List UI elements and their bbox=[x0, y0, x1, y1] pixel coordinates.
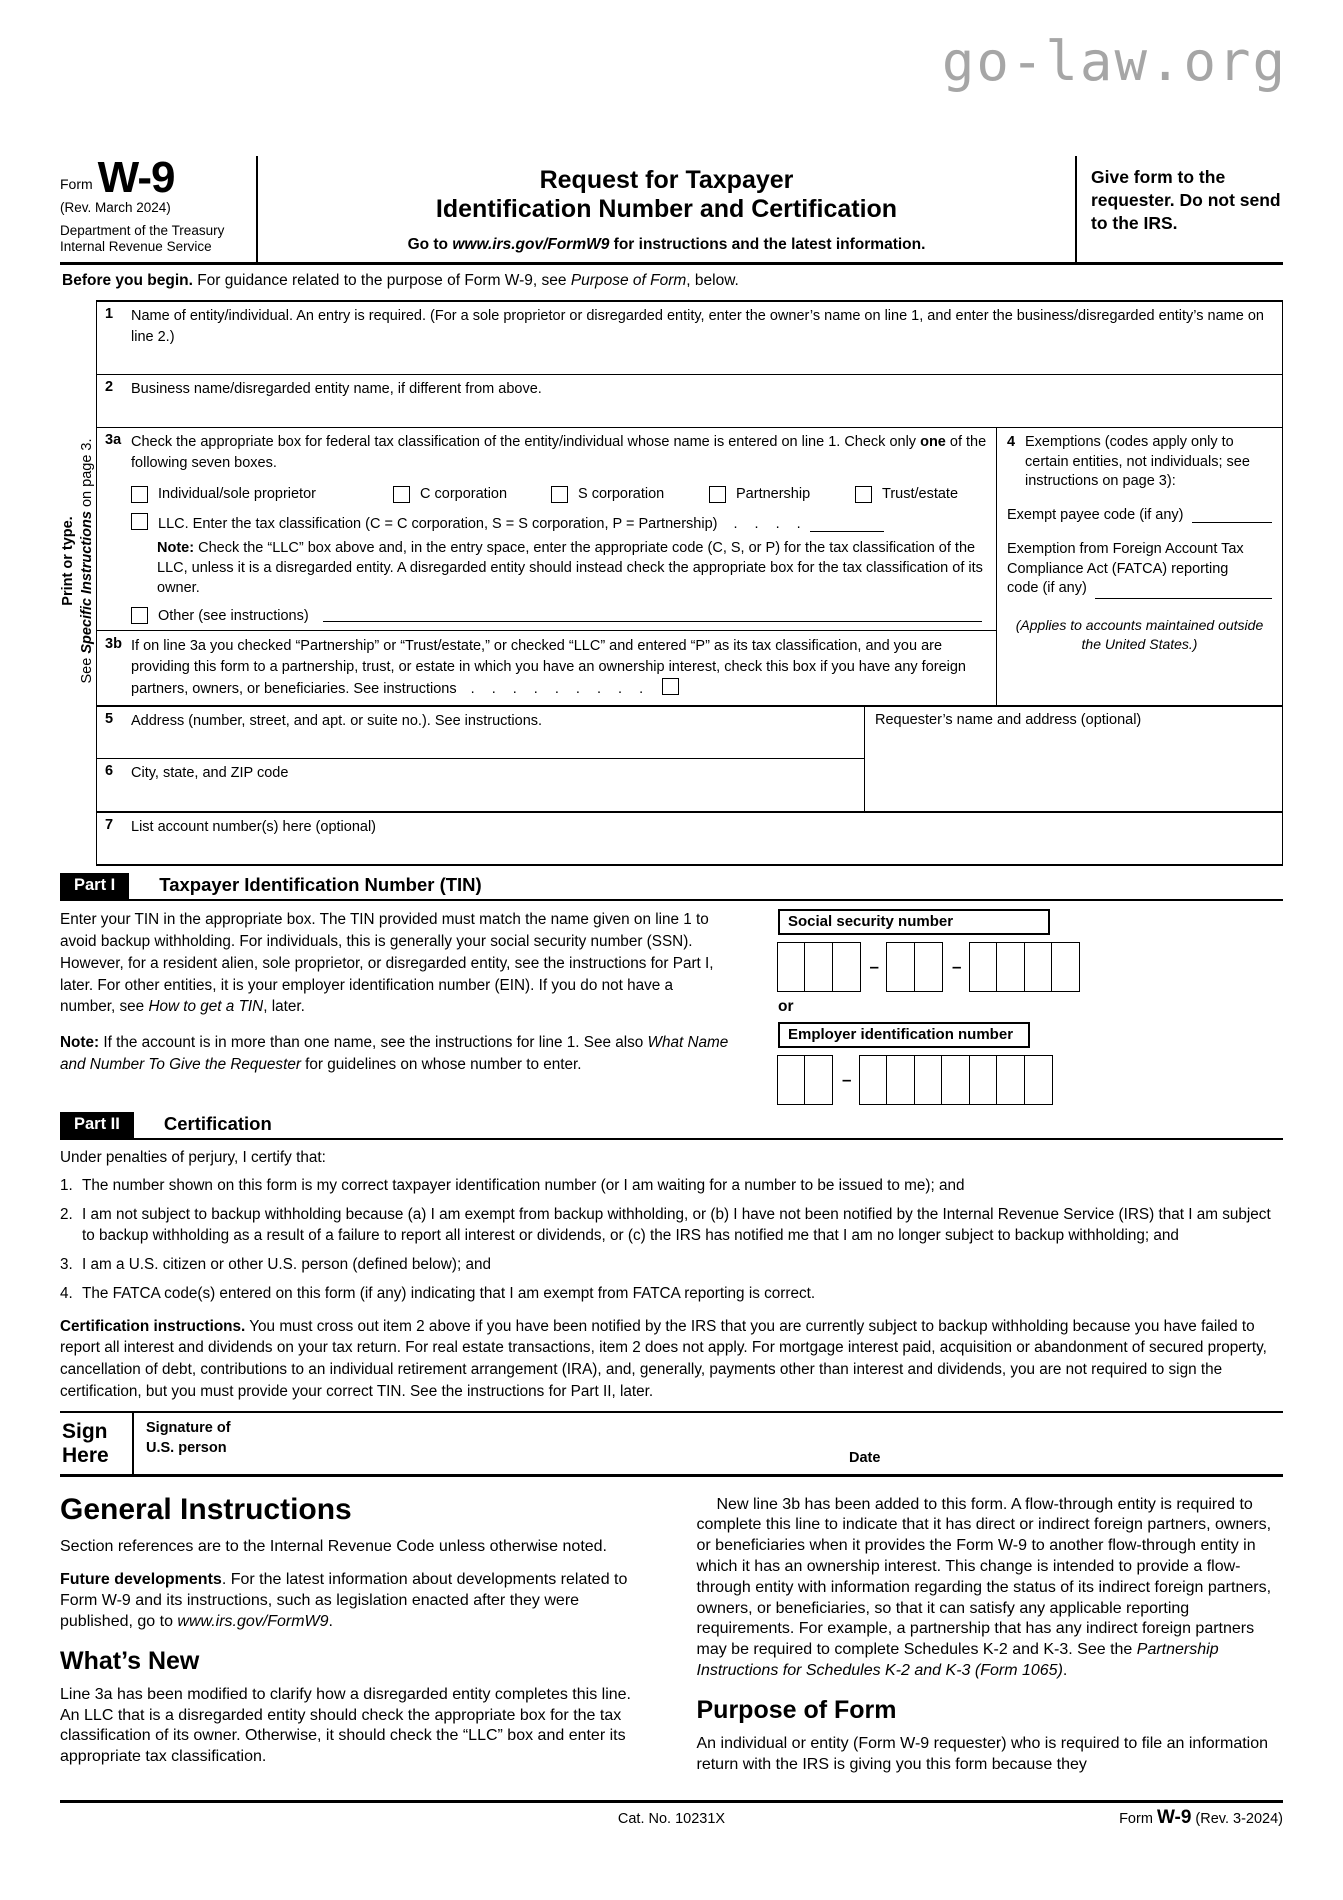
field-business-name[interactable] bbox=[97, 375, 1282, 428]
certification-item: 4. The FATCA code(s) entered on this form (if any) indicating that I am exempt from FATCA reporting is correct. bbox=[60, 1284, 816, 1302]
go-law-watermark: go-law.org bbox=[941, 30, 1287, 93]
exempt-payee-label: Exempt payee code (if any) bbox=[1007, 507, 1184, 524]
field-label: Address (number, street, and apt. or suite no.). See instructions. bbox=[131, 712, 543, 729]
purpose-of-form-heading: Purpose of Form bbox=[696, 1695, 897, 1724]
sidebar-line2: See Specific Instructions on page 3. bbox=[79, 438, 95, 684]
field-city-state-zip[interactable] bbox=[97, 759, 864, 811]
field-address[interactable] bbox=[97, 707, 864, 759]
checkbox-other[interactable] bbox=[131, 607, 148, 624]
ssn-cell[interactable] bbox=[1024, 942, 1053, 992]
purpose-paragraph: An individual or entity (Form W-9 requester) who is required to file an information return with the IRS is giving you this form because they bbox=[696, 1734, 1269, 1773]
checkbox-partnership[interactable] bbox=[709, 486, 726, 503]
field-label: City, state, and ZIP code bbox=[131, 764, 289, 781]
ssn-cell[interactable] bbox=[969, 942, 998, 992]
other-entry[interactable] bbox=[323, 607, 982, 622]
future-developments: Future developments. For the latest information about developments related to Form W-9 and its instructions, such as legislation enacted after they were published, go to www.irs.gov/FormW9. bbox=[60, 1571, 628, 1631]
field-label: Check the appropriate box for federal tax classification of the entity/individual whose name is entered on line 1. Check only one of the following seven boxes. bbox=[131, 434, 987, 471]
row-address bbox=[97, 707, 1282, 813]
field-label: If on line 3a you checked “Partnership” or “Trust/estate,” or checked “LLC” and entered “P” as its tax classification, and you are providing this form to a partnership, trust, or estate in which you have an ownership interest, check this box if you have any foreign partners, owners, or beneficiaries. See instructions . . . . . . . . . bbox=[131, 637, 966, 697]
row-classification bbox=[97, 428, 1282, 707]
sidebar-line1: Print or type. bbox=[60, 515, 77, 606]
certification-item: 1. The number shown on this form is my correct taxpayer identification number (or I am waiting for a number to be issued to me); and bbox=[60, 1176, 965, 1194]
option-c-corporation bbox=[393, 486, 551, 503]
ssn-cell[interactable] bbox=[777, 942, 806, 992]
ssn-cell[interactable] bbox=[886, 942, 915, 992]
signature-area bbox=[132, 1413, 1283, 1473]
llc-label: LLC. Enter the tax classification (C = C corporation, S = S corporation, P = Partnership) bbox=[158, 515, 718, 532]
option-label: Trust/estate bbox=[882, 486, 959, 503]
fatca-block bbox=[1007, 540, 1272, 599]
ein-cell[interactable] bbox=[941, 1055, 970, 1105]
form-title: Request for Taxpayer Identification Number and Certification bbox=[435, 166, 898, 223]
requester-label: Requester’s name and address (optional) bbox=[875, 711, 1142, 728]
checkbox-s-corporation[interactable] bbox=[551, 486, 568, 503]
field-account-numbers[interactable] bbox=[97, 813, 1282, 864]
option-label: C corporation bbox=[420, 486, 508, 503]
form-number: W-9 bbox=[97, 153, 175, 202]
classification-cells bbox=[97, 428, 996, 705]
revision-date: (Rev. March 2024) bbox=[60, 199, 171, 215]
ein-cell[interactable] bbox=[996, 1055, 1025, 1105]
agency-line: Internal Revenue Service bbox=[60, 239, 212, 255]
tin-note: Note: If the account is in more than one name, see the instructions for line 1. See also What Name and Number To Give the Requester for guidelines on whose number to enter. bbox=[60, 1034, 729, 1074]
form-header bbox=[60, 153, 1283, 265]
instructions-right-column bbox=[697, 1495, 1284, 1789]
part1-badge: Part I bbox=[60, 873, 129, 899]
certification-item: 2. I am not subject to backup withholding because (a) I am exempt from backup withholding, or (b) I have not been notified by the Internal Revenue Service (IRS) that I am subject to backup withholding as a result of a failure to report all interest or dividends, or (c) the IRS has notified me that I am no longer subject to backup withholding; and bbox=[60, 1205, 1271, 1245]
part2-header bbox=[60, 1112, 1283, 1140]
applies-note: (Applies to accounts maintained outside the United States.) bbox=[1015, 616, 1264, 652]
ein-cells bbox=[778, 1055, 1283, 1105]
checkbox-individual-sole-proprietor[interactable] bbox=[131, 486, 148, 503]
llc-note: Note: Check the “LLC” box above and, in the entry space, enter the appropriate code (C, S, or P) for the tax classification of the LLC, unless it is a disregarded entity. A disregarded entity should instead check the appropriate box for the tax classification of its owner. bbox=[157, 539, 983, 596]
fields-box bbox=[96, 300, 1283, 866]
catalog-number: Cat. No. 10231X bbox=[617, 1811, 726, 1828]
print-or-type-sidebar bbox=[60, 300, 96, 866]
general-instructions-section bbox=[60, 1492, 1283, 1789]
section-references: Section references are to the Internal Revenue Code unless otherwise noted. bbox=[60, 1537, 607, 1555]
department-line: Department of the Treasury bbox=[60, 222, 225, 238]
give-form-note: Give form to the requester. Do not send to the IRS. bbox=[1091, 167, 1281, 233]
general-instructions-heading: General Instructions bbox=[60, 1492, 352, 1526]
option-partnership bbox=[709, 486, 855, 503]
field-label: Business name/disregarded entity name, if different from above. bbox=[131, 381, 542, 398]
ssn-cell[interactable] bbox=[804, 942, 833, 992]
ein-cell[interactable] bbox=[1024, 1055, 1053, 1105]
option-other bbox=[131, 607, 988, 624]
signature-field[interactable]: Signature of U.S. person bbox=[146, 1420, 231, 1457]
field-label: Name of entity/individual. An entry is required. (For a sole proprietor or disregarded entity, enter the owner’s name on line 1, and enter the business/disregarded entity’s name on line 2.) bbox=[131, 308, 1264, 345]
field-number: 1 bbox=[105, 306, 114, 323]
certification-instructions: Certification instructions. You must cross out item 2 above if you have been notified by the IRS that you are currently subject to backup withholding because you have failed to report all interest and dividends on your tax return. For real estate transactions, item 2 does not apply. For mortgage interest paid, acquisition or abandonment of secured property, cancellation of debt, contributions to an individual retirement arrangement (IRA), and, generally, payments other than interest and dividends, you are not required to sign the certification, but you must provide your correct TIN. See the instructions for Part II, later. bbox=[60, 1317, 1267, 1400]
field-3a-classification bbox=[97, 428, 996, 631]
ssn-cell[interactable] bbox=[832, 942, 861, 992]
sign-here-label: Sign Here bbox=[62, 1420, 109, 1467]
field-number: 4 bbox=[1007, 434, 1016, 451]
field-4-exemptions bbox=[996, 428, 1282, 705]
ssn-label: Social security number bbox=[778, 909, 1050, 935]
field-requester-name-address[interactable] bbox=[865, 707, 1282, 811]
other-label: Other (see instructions) bbox=[158, 607, 309, 624]
form-word: Form bbox=[60, 175, 93, 192]
form-content bbox=[60, 153, 1283, 1845]
ein-cell[interactable] bbox=[777, 1055, 806, 1105]
exempt-payee-code-entry[interactable] bbox=[1192, 509, 1272, 523]
new-line-3b-paragraph: New line 3b has been added to this form. A flow-through entity is required to complete this line to indicate that it has direct or indirect foreign partners, owners, or beneficiaries when it provides the Form W-9 to another flow-through entity in which it has an ownership interest. This change is intended to provide a flow-through entity with information regarding the status of its indirect foreign partners, owners, or beneficiaries, so that it can satisfy any applicable reporting requirements. For example, a partnership that has any indirect foreign partners may be required to complete Schedules K-2 and K-3. See the Partnership Instructions for Schedules K-2 and K-3 (Form 1065). bbox=[696, 1495, 1272, 1680]
option-label: Individual/sole proprietor bbox=[158, 486, 316, 503]
ein-cell[interactable] bbox=[914, 1055, 943, 1105]
ein-cell[interactable] bbox=[886, 1055, 915, 1105]
llc-classification-entry[interactable] bbox=[810, 517, 884, 532]
certification-intro: Under penalties of perjury, I certify that: bbox=[60, 1148, 326, 1166]
address-cells bbox=[97, 707, 865, 811]
ssn-cell[interactable] bbox=[1051, 942, 1080, 992]
before-you-begin: Before you begin. For guidance related to the purpose of Form W-9, see Purpose of Form, below. bbox=[62, 272, 739, 290]
form-title-block bbox=[258, 156, 1077, 262]
ein-dash: – bbox=[842, 1069, 852, 1089]
ssn-cells bbox=[778, 942, 1283, 992]
ssn-cell[interactable] bbox=[914, 942, 943, 992]
ein-cell[interactable] bbox=[969, 1055, 998, 1105]
or-label: or bbox=[778, 997, 794, 1015]
tin-paragraph: Enter your TIN in the appropriate box. The TIN provided must match the name given on line 1 to avoid backup withholding. For individuals, this is generally your social security number (SSN). However, for a resident alien, sole proprietor, or disregarded entity, see the instructions for Part I, later. For other entities, it is your employer identification number (EIN). If you do not have a number, see How to get a TIN, later. bbox=[60, 910, 714, 1016]
part2-badge: Part II bbox=[60, 1112, 134, 1138]
checkbox-trust-estate[interactable] bbox=[855, 486, 872, 503]
page-footer bbox=[60, 1800, 1283, 1845]
option-label: Partnership bbox=[736, 486, 811, 503]
option-label: S corporation bbox=[578, 486, 665, 503]
fields-section bbox=[60, 300, 1283, 866]
goto-instructions: Go to www.irs.gov/FormW9 for instructions and the latest information. bbox=[407, 235, 926, 253]
whats-new-paragraph: Line 3a has been modified to clarify how a disregarded entity completes this line. An LLC that is a disregarded entity should check the appropriate box for the tax classification of its owner. Otherwise, it should check the “LLC” box and enter its appropriate tax classification. bbox=[60, 1685, 631, 1766]
field-number: 5 bbox=[105, 710, 114, 727]
field-number: 2 bbox=[105, 379, 114, 396]
instructions-left-column bbox=[60, 1492, 647, 1789]
checkbox-llc[interactable] bbox=[131, 513, 148, 530]
field-3b-foreign-partners bbox=[97, 631, 996, 705]
part1-header bbox=[60, 873, 1283, 901]
option-s-corporation bbox=[551, 486, 709, 503]
date-field[interactable]: Date bbox=[849, 1449, 881, 1466]
field-name[interactable] bbox=[97, 302, 1282, 375]
ssn-cell[interactable] bbox=[996, 942, 1025, 992]
classification-options bbox=[131, 486, 988, 503]
checkbox-c-corporation[interactable] bbox=[393, 486, 410, 503]
ssn-dash: – bbox=[951, 956, 962, 976]
form-reference: Form W-9 (Rev. 3-2024) bbox=[1119, 1807, 1283, 1829]
ein-label: Employer identification number bbox=[778, 1022, 1030, 1048]
part1-instructions bbox=[60, 909, 732, 1105]
option-llc bbox=[131, 513, 988, 532]
fatca-label: Exemption from Foreign Account Tax Compliance Act (FATCA) reporting bbox=[1007, 541, 1244, 577]
option-individual bbox=[131, 486, 393, 503]
field-number: 7 bbox=[105, 816, 114, 833]
fatca-code-entry[interactable] bbox=[1095, 585, 1272, 599]
exemptions-label: Exemptions (codes apply only to certain entities, not individuals; see instructions on page 3): bbox=[1025, 434, 1250, 490]
part1-body bbox=[60, 909, 1283, 1105]
ein-cell[interactable] bbox=[804, 1055, 833, 1105]
certification-item: 3. I am a U.S. citizen or other U.S. person (defined below); and bbox=[60, 1256, 491, 1274]
field-number: 3b bbox=[105, 635, 122, 652]
form-id-block bbox=[60, 153, 258, 262]
part2-title: Certification bbox=[163, 1112, 272, 1134]
ein-cell[interactable] bbox=[859, 1055, 888, 1105]
fatca-label-2: code (if any) bbox=[1007, 580, 1087, 597]
whats-new-heading: What’s New bbox=[60, 1646, 200, 1675]
dot-leader: . . . . bbox=[733, 515, 802, 532]
exempt-payee-row bbox=[1007, 507, 1272, 523]
option-trust-estate bbox=[855, 486, 958, 503]
tin-boxes bbox=[732, 909, 1283, 1105]
ssn-dash: – bbox=[869, 956, 879, 976]
field-label: List account number(s) here (optional) bbox=[131, 818, 377, 835]
dot-leader: . . . . . . . . . bbox=[470, 680, 645, 697]
field-number: 6 bbox=[105, 762, 114, 779]
part1-title: Taxpayer Identification Number (TIN) bbox=[159, 873, 482, 895]
sign-here-row bbox=[60, 1411, 1283, 1476]
department-block bbox=[60, 223, 246, 257]
field-number: 3a bbox=[105, 432, 122, 449]
checkbox-3b-foreign-partners[interactable] bbox=[662, 678, 679, 695]
